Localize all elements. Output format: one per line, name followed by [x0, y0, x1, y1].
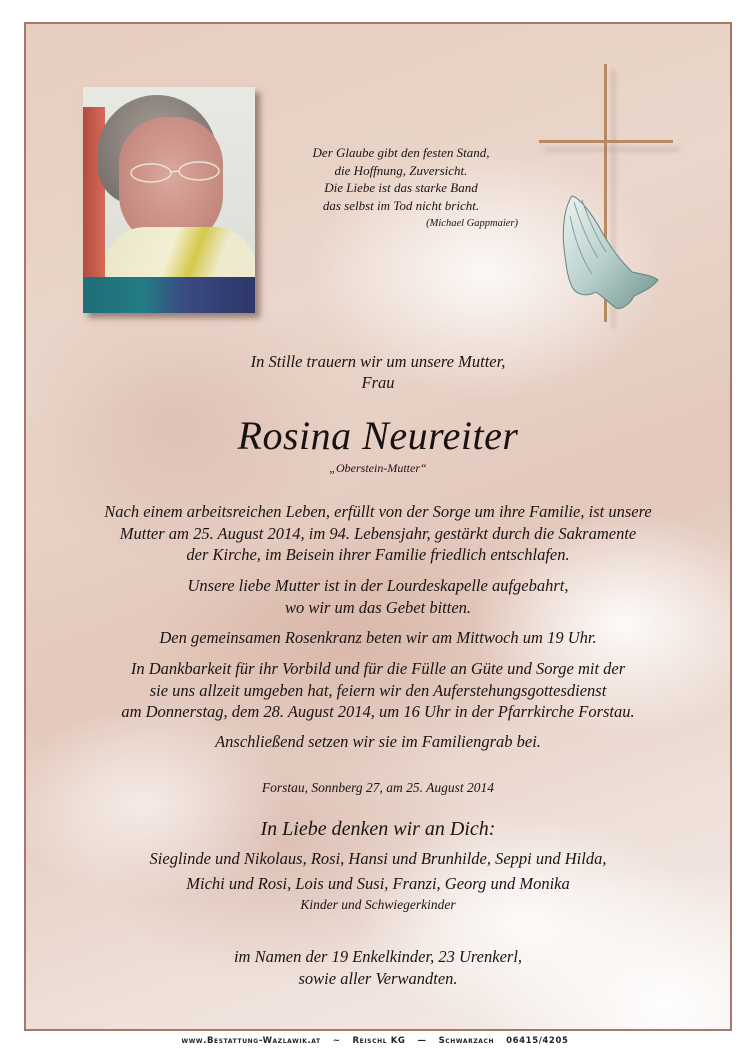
- paragraph-line: Nach einem arbeitsreichen Leben, erfüllt von der Sorge um ihre Familie, ist unsere: [104, 502, 652, 521]
- paragraph-line: sie uns allzeit umgeben hat, feiern wir den Auferstehungsgottesdienst: [149, 680, 607, 700]
- footer-phone: 06415/4205: [506, 1036, 569, 1046]
- place-date: Forstau, Sonnberg 27, am 25. August 2014: [261, 780, 495, 795]
- mourners-label: Kinder und Schwiegerkinder: [300, 897, 456, 912]
- footer-website[interactable]: www.Bestattung-Wazlawik.at: [181, 1036, 321, 1046]
- photo-coat: [83, 277, 255, 313]
- deceased-nickname: „Oberstein-Mutter“: [329, 461, 427, 475]
- grandchildren-line: im Namen der 19 Enkelkinder, 23 Urenkerl,: [233, 947, 523, 966]
- intro-text: [26, 351, 730, 393]
- funeral-home-footer: [0, 1036, 750, 1046]
- mourners-line: Sieglinde und Nikolaus, Rosi, Hansi und Brunhilde, Seppi und Hilda,: [149, 849, 607, 868]
- paragraph-line: Den gemeinsamen Rosenkranz beten wir am Mittwoch um 19 Uhr.: [159, 628, 597, 647]
- paragraph-rosary: [26, 627, 730, 649]
- poem-line: das selbst im Tod nicht bricht.: [322, 197, 480, 213]
- footer-town: Schwarzach: [438, 1036, 495, 1046]
- footer-separator: ~: [332, 1036, 341, 1046]
- paragraph-line: der Kirche, im Beisein ihrer Familie friedlich entschlafen.: [186, 545, 570, 564]
- paragraph-passing: [26, 501, 730, 566]
- footer-company: Reischl KG: [352, 1036, 406, 1046]
- footer-separator: —: [417, 1036, 427, 1046]
- paragraph-line: wo wir um das Gebet bitten.: [284, 597, 472, 617]
- paragraph-line: Mutter am 25. August 2014, im 94. Lebensjahr, gestärkt durch die Sakramente: [119, 523, 637, 543]
- poem-line: Die Liebe ist das starke Band: [324, 180, 478, 195]
- intro-line: Frau: [361, 373, 395, 392]
- paragraph-line: Unsere liebe Mutter ist in der Lourdeskapelle aufgebahrt,: [187, 576, 569, 595]
- paragraph-line: In Dankbarkeit für ihr Vorbild und für die Fülle an Güte und Sorge mit der: [130, 659, 626, 678]
- paragraph-service: [26, 658, 730, 723]
- intro-line: In Stille trauern wir um unsere Mutter,: [250, 352, 506, 371]
- poem-line: die Hoffnung, Zuversicht.: [334, 162, 468, 178]
- cross-horizontal-bar: [539, 140, 673, 143]
- poem-author: (Michael Gappmaier): [426, 218, 518, 229]
- grandchildren-line: sowie aller Verwandten.: [298, 969, 458, 988]
- deceased-name: Rosina Neureiter: [237, 413, 519, 458]
- paragraph-line: Anschließend setzen wir sie im Familiengrab bei.: [215, 732, 541, 751]
- obituary-card: [24, 22, 732, 1031]
- praying-hands-icon: [558, 192, 666, 312]
- paragraph-line: am Donnerstag, dem 28. August 2014, um 16 Uhr in der Pfarrkirche Forstau.: [121, 702, 635, 721]
- poem-line: Der Glaube gibt den festen Stand,: [312, 145, 490, 160]
- grandchildren-text: [26, 946, 730, 990]
- poem: [266, 144, 536, 233]
- portrait-photo: [83, 87, 255, 313]
- photo-glasses: [127, 161, 225, 183]
- mourners-line: Michi und Rosi, Lois und Susi, Franzi, Georg und Monika: [186, 874, 570, 893]
- paragraph-burial: [26, 731, 730, 753]
- paragraph-laid-out: [26, 575, 730, 618]
- mourners-title: In Liebe denken wir an Dich:: [260, 818, 496, 840]
- mourners-names: [26, 846, 730, 896]
